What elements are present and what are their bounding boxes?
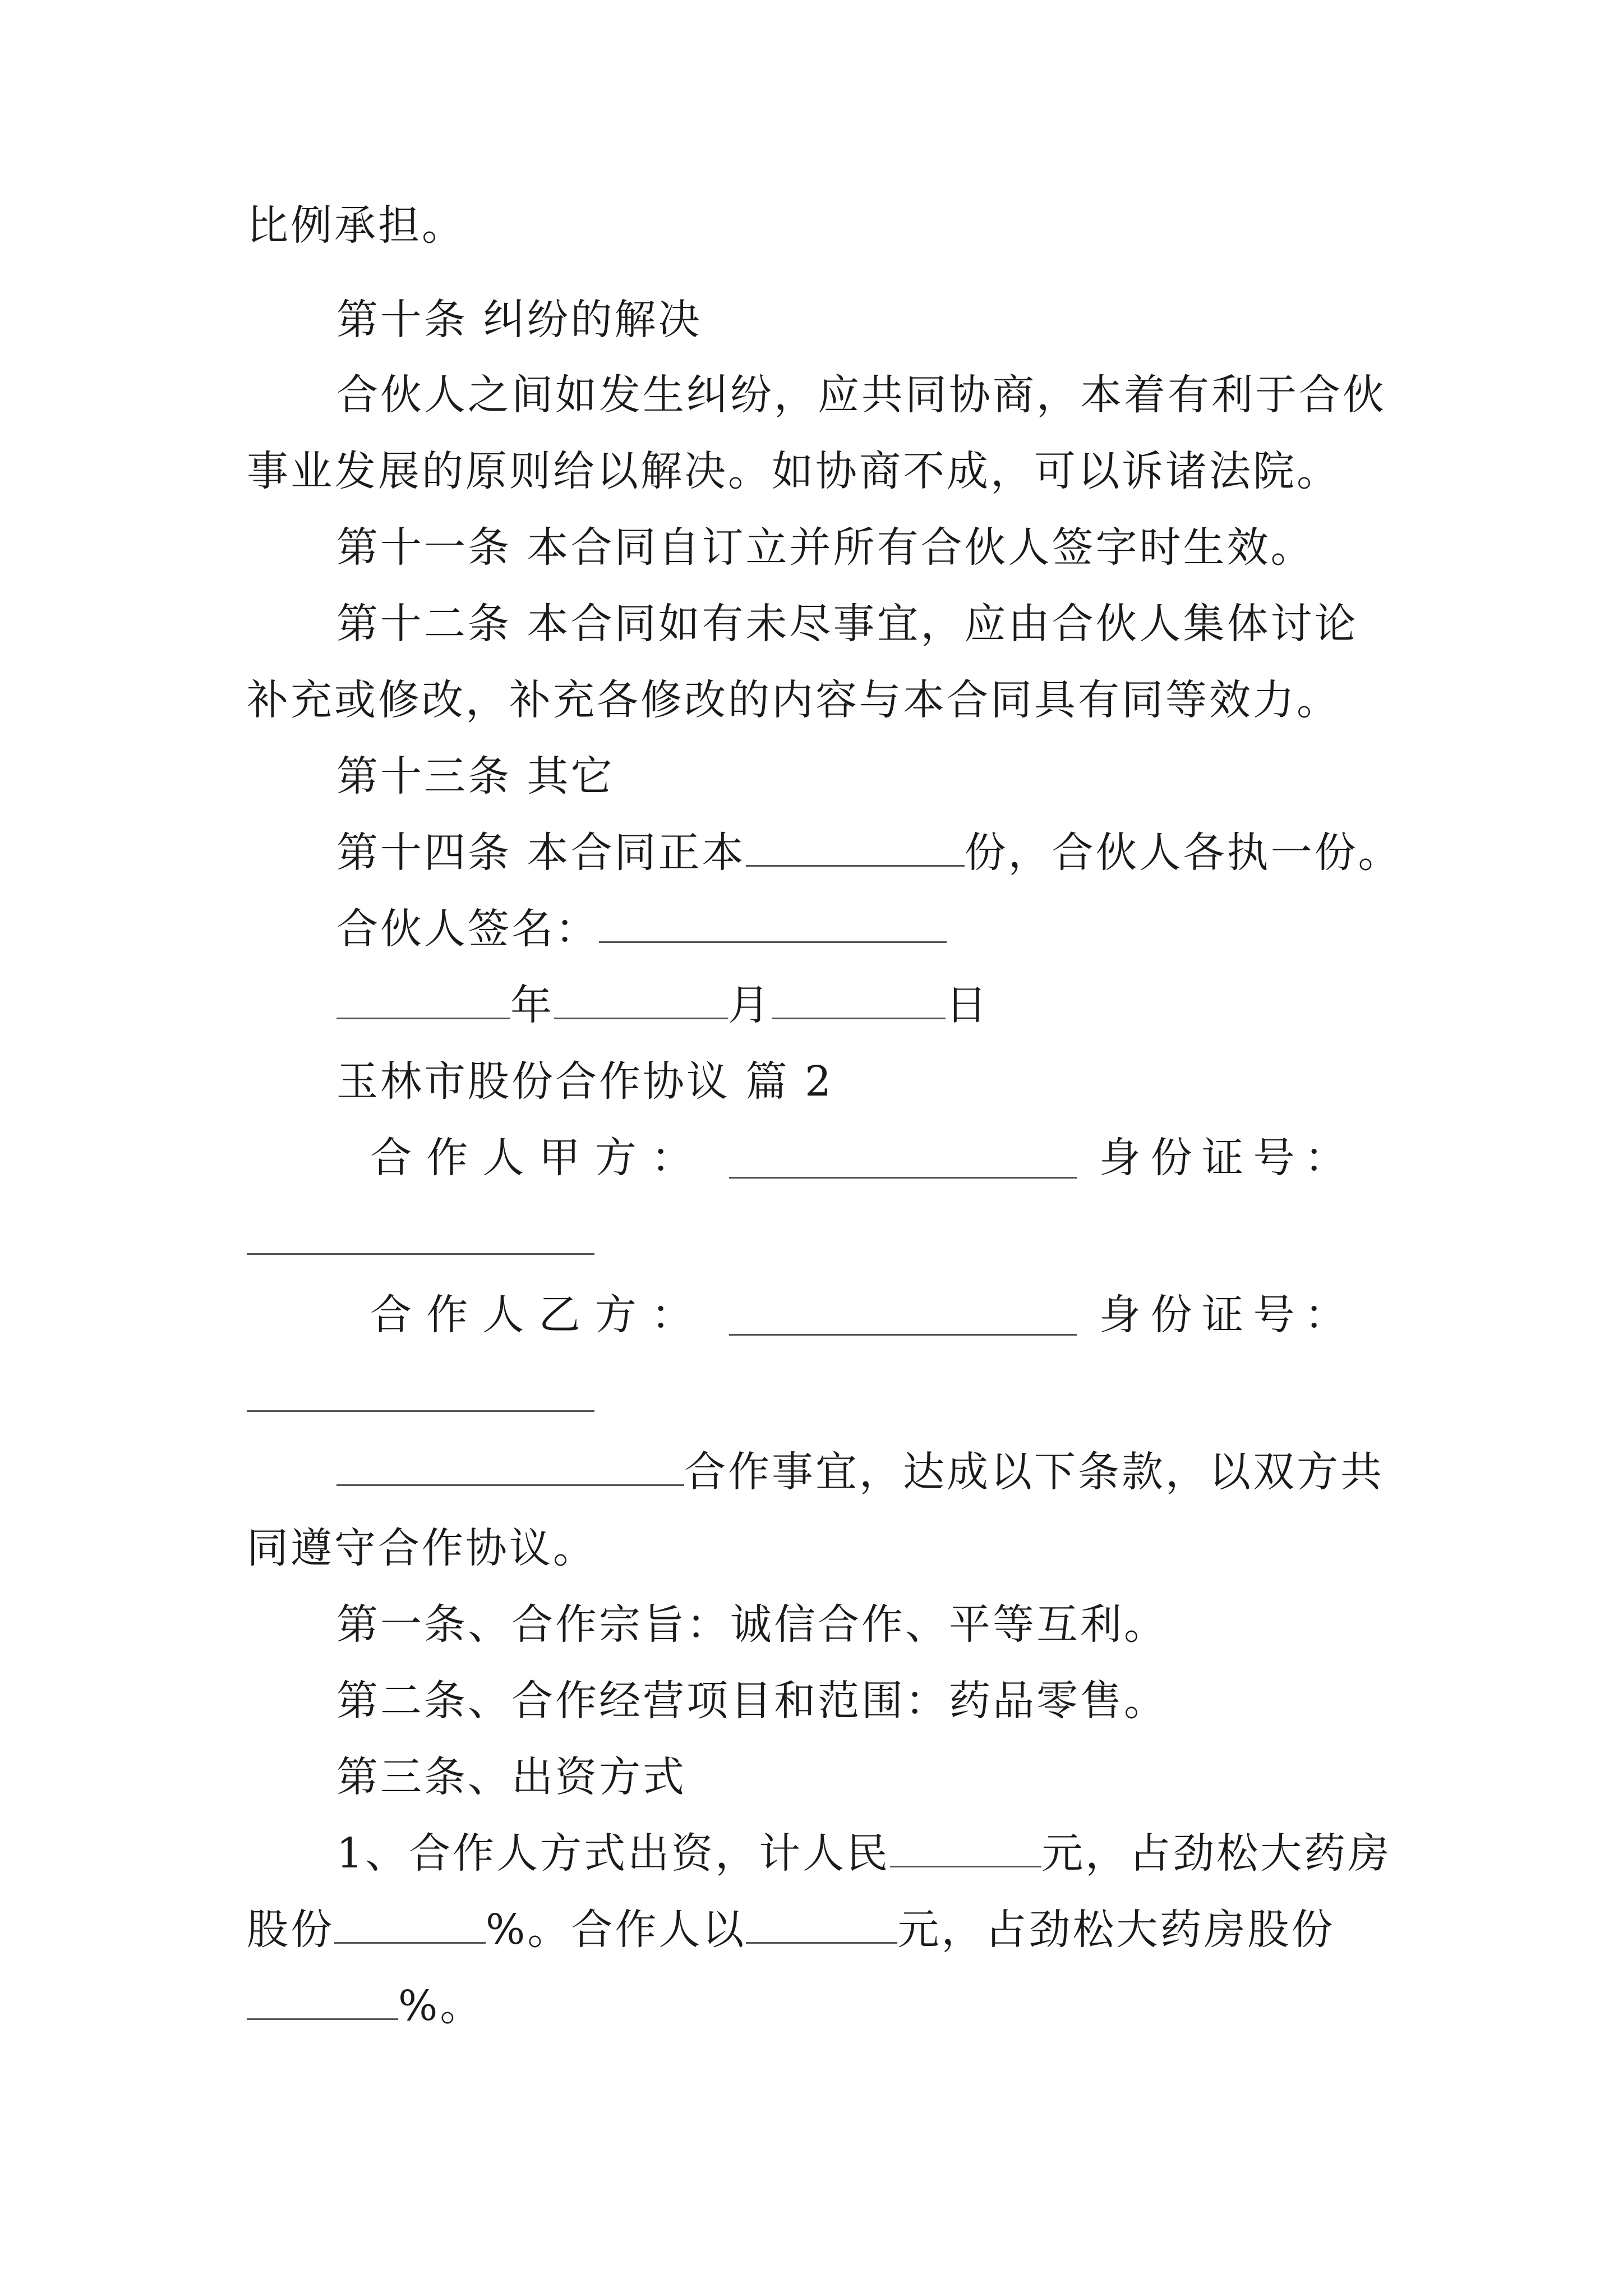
- percent-blank: [334, 1903, 486, 1944]
- article-heading: 第三条、出资方式: [336, 1753, 686, 1801]
- label-char: 号: [1253, 1134, 1295, 1182]
- article-text: 第十四条 本合同正本: [336, 829, 746, 877]
- amount-blank: [890, 1826, 1041, 1867]
- article-heading: 第十一条 本合同自订立并所有合伙人签字时生效。: [336, 523, 1315, 572]
- label-char: 证: [1202, 1291, 1243, 1339]
- label-char: 人: [482, 1134, 524, 1182]
- paragraph-line: 补充或修改，补充各修改的内容与本合同具有同等效力。: [247, 676, 1340, 724]
- paragraph-text: %。: [398, 1982, 484, 2030]
- party-b-name-blank: [729, 1334, 1077, 1336]
- date-line: [336, 977, 989, 1033]
- label-char: 甲: [538, 1134, 580, 1182]
- paragraph-line: [247, 1902, 1335, 1958]
- party-a-label: [370, 1130, 693, 1186]
- label-char: 作: [426, 1134, 468, 1182]
- label-char: ：: [1304, 1134, 1346, 1182]
- year-label: 年: [510, 981, 554, 1029]
- month-label: 月: [728, 981, 772, 1029]
- party-a-id-blank: [247, 1253, 594, 1255]
- article-heading: 第十二条 本合同如有未尽事宜，应由合伙人集体讨论: [336, 600, 1358, 648]
- label-char: ：: [651, 1134, 693, 1182]
- party-a-name-blank: [729, 1177, 1077, 1179]
- label-char: 合: [370, 1134, 412, 1182]
- signature-label: 合伙人签名：: [336, 905, 599, 953]
- paragraph-text: 1、合作人方式出资，计人民: [336, 1829, 891, 1878]
- article-heading: 第二条、合作经营项目和范围：药品零售。: [336, 1677, 1168, 1725]
- paragraph-text: %。合作人以: [486, 1906, 746, 1954]
- fill-blank: [336, 1445, 684, 1486]
- label-char: 份: [1150, 1134, 1192, 1182]
- month-blank: [554, 978, 728, 1019]
- paragraph-line: 合伙人之间如发生纠纷，应共同协商，本着有利于合伙: [336, 371, 1386, 419]
- paragraph-line: [336, 1825, 1391, 1881]
- paragraph-line: [336, 1444, 1384, 1500]
- label-char: 证: [1202, 1134, 1243, 1182]
- label-char: 合: [370, 1291, 412, 1339]
- article-heading: 第十条 纠纷的解决: [336, 296, 702, 344]
- label-char: 身: [1099, 1134, 1141, 1182]
- party-a-id-label: [1099, 1130, 1346, 1186]
- label-char: 作: [426, 1291, 468, 1339]
- day-label: 日: [946, 981, 989, 1029]
- article-heading: 第一条、合作宗旨：诚信合作、平等互利。: [336, 1600, 1168, 1649]
- year-blank: [336, 978, 510, 1019]
- party-b-label: [370, 1287, 693, 1343]
- label-char: 人: [482, 1291, 524, 1339]
- paragraph-text: 股份: [247, 1906, 334, 1954]
- label-char: 方: [594, 1134, 637, 1182]
- label-char: ：: [651, 1291, 693, 1339]
- paragraph-line: [247, 1978, 483, 2034]
- party-b-id-label: [1099, 1287, 1346, 1343]
- party-b-id-blank: [247, 1410, 594, 1412]
- paragraph-text: 合作事宜，达成以下条款，以双方共: [684, 1448, 1384, 1496]
- fill-blank: [746, 826, 965, 867]
- label-char: 方: [594, 1291, 637, 1339]
- section-title: 玉林市股份合作协议 篇 2: [336, 1057, 834, 1106]
- signature-blank: [599, 902, 947, 943]
- article-text: 份，合伙人各执一份。: [964, 829, 1402, 877]
- article-heading: [336, 825, 1402, 881]
- percent-blank: [247, 1979, 398, 2020]
- label-char: 身: [1099, 1291, 1141, 1339]
- paragraph-text: 元，占劲松大药房股份: [897, 1906, 1335, 1954]
- signature-line: [336, 901, 947, 957]
- label-char: 份: [1150, 1291, 1192, 1339]
- article-heading: 第十三条 其它: [336, 752, 615, 800]
- paragraph-line: 同遵守合作协议。: [247, 1524, 597, 1572]
- paragraph-line: 比例承担。: [247, 201, 465, 250]
- label-char: ：: [1304, 1291, 1346, 1339]
- label-char: 乙: [538, 1291, 580, 1339]
- paragraph-text: 元，占劲松大药房: [1041, 1829, 1392, 1878]
- paragraph-line: 事业发展的原则给以解决。如协商不成，可以诉诸法院。: [247, 447, 1340, 495]
- day-blank: [772, 978, 946, 1019]
- label-char: 号: [1253, 1291, 1295, 1339]
- amount-blank: [746, 1903, 897, 1944]
